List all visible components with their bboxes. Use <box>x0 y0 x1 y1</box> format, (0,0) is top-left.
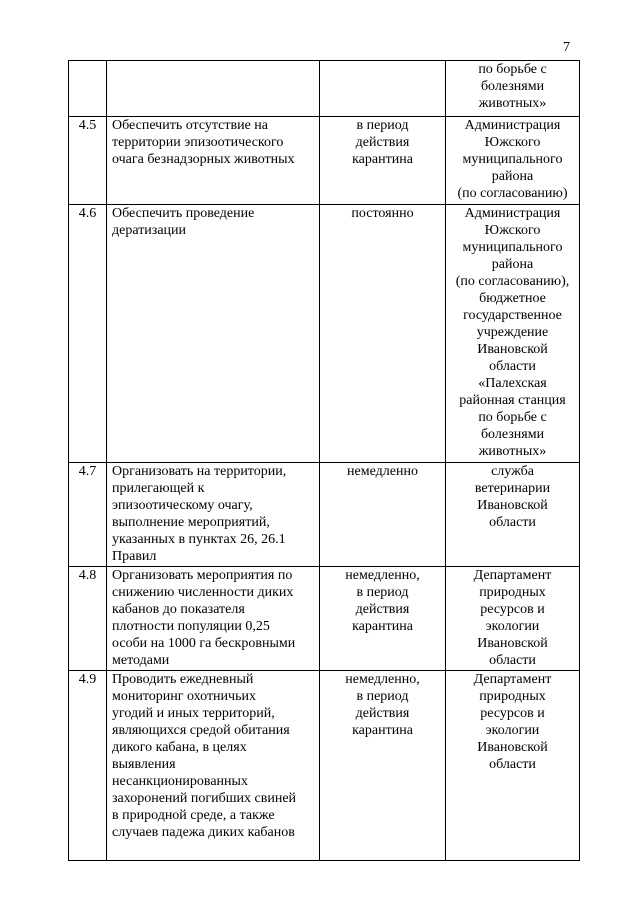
action-cell: Организовать мероприятия по снижению численности диких кабанов до показателя плотности популяции 0,25 особи на 1000 га бескровными методами <box>107 567 320 671</box>
term-cell: немедленно <box>320 463 446 567</box>
responsible-cell: Администрация Южского муниципального района (по согласованию) <box>446 117 580 205</box>
action-cell: Организовать на территории, прилегающей к эпизоотическому очагу, выполнение мероприятий, указанных в пунктах 26, 26.1 Правил <box>107 463 320 567</box>
term-cell <box>320 61 446 117</box>
table-row <box>69 671 580 861</box>
term-cell: в период действия карантина <box>320 117 446 205</box>
action-cell: Проводить ежедневный мониторинг охотничьих угодий и иных территорий, являющихся средой обитания дикого кабана, в целях выявления несанкционированных захоронений погибших свиней в природной среде, а также случаев падежа диких кабанов <box>107 671 320 861</box>
item-number: 4.5 <box>69 117 107 205</box>
item-number: 4.9 <box>69 671 107 861</box>
responsible-cell: служба ветеринарии Ивановской области <box>446 463 580 567</box>
item-number: 4.6 <box>69 205 107 463</box>
action-cell: Обеспечить проведение дератизации <box>107 205 320 463</box>
responsible-cell: Администрация Южского муниципального района (по согласованию), бюджетное государственное учреждение Ивановской области «Палехская районная станция по борьбе с болезнями животных» <box>446 205 580 463</box>
measures-table <box>68 60 580 861</box>
item-number: 4.8 <box>69 567 107 671</box>
term-cell: немедленно, в период действия карантина <box>320 671 446 861</box>
term-cell: постоянно <box>320 205 446 463</box>
responsible-cell: Департамент природных ресурсов и экологии Ивановской области <box>446 567 580 671</box>
responsible-cell: по борьбе с болезнями животных» <box>446 61 580 117</box>
page-number: 7 <box>563 40 570 55</box>
table-row <box>69 61 580 117</box>
table-row <box>69 567 580 671</box>
table-row <box>69 205 580 463</box>
action-cell <box>107 61 320 117</box>
term-cell: немедленно, в период действия карантина <box>320 567 446 671</box>
item-number: 4.7 <box>69 463 107 567</box>
action-cell: Обеспечить отсутствие на территории эпизоотического очага безнадзорных животных <box>107 117 320 205</box>
item-number <box>69 61 107 117</box>
table-row <box>69 117 580 205</box>
table-row <box>69 463 580 567</box>
responsible-cell: Департамент природных ресурсов и экологии Ивановской области <box>446 671 580 861</box>
